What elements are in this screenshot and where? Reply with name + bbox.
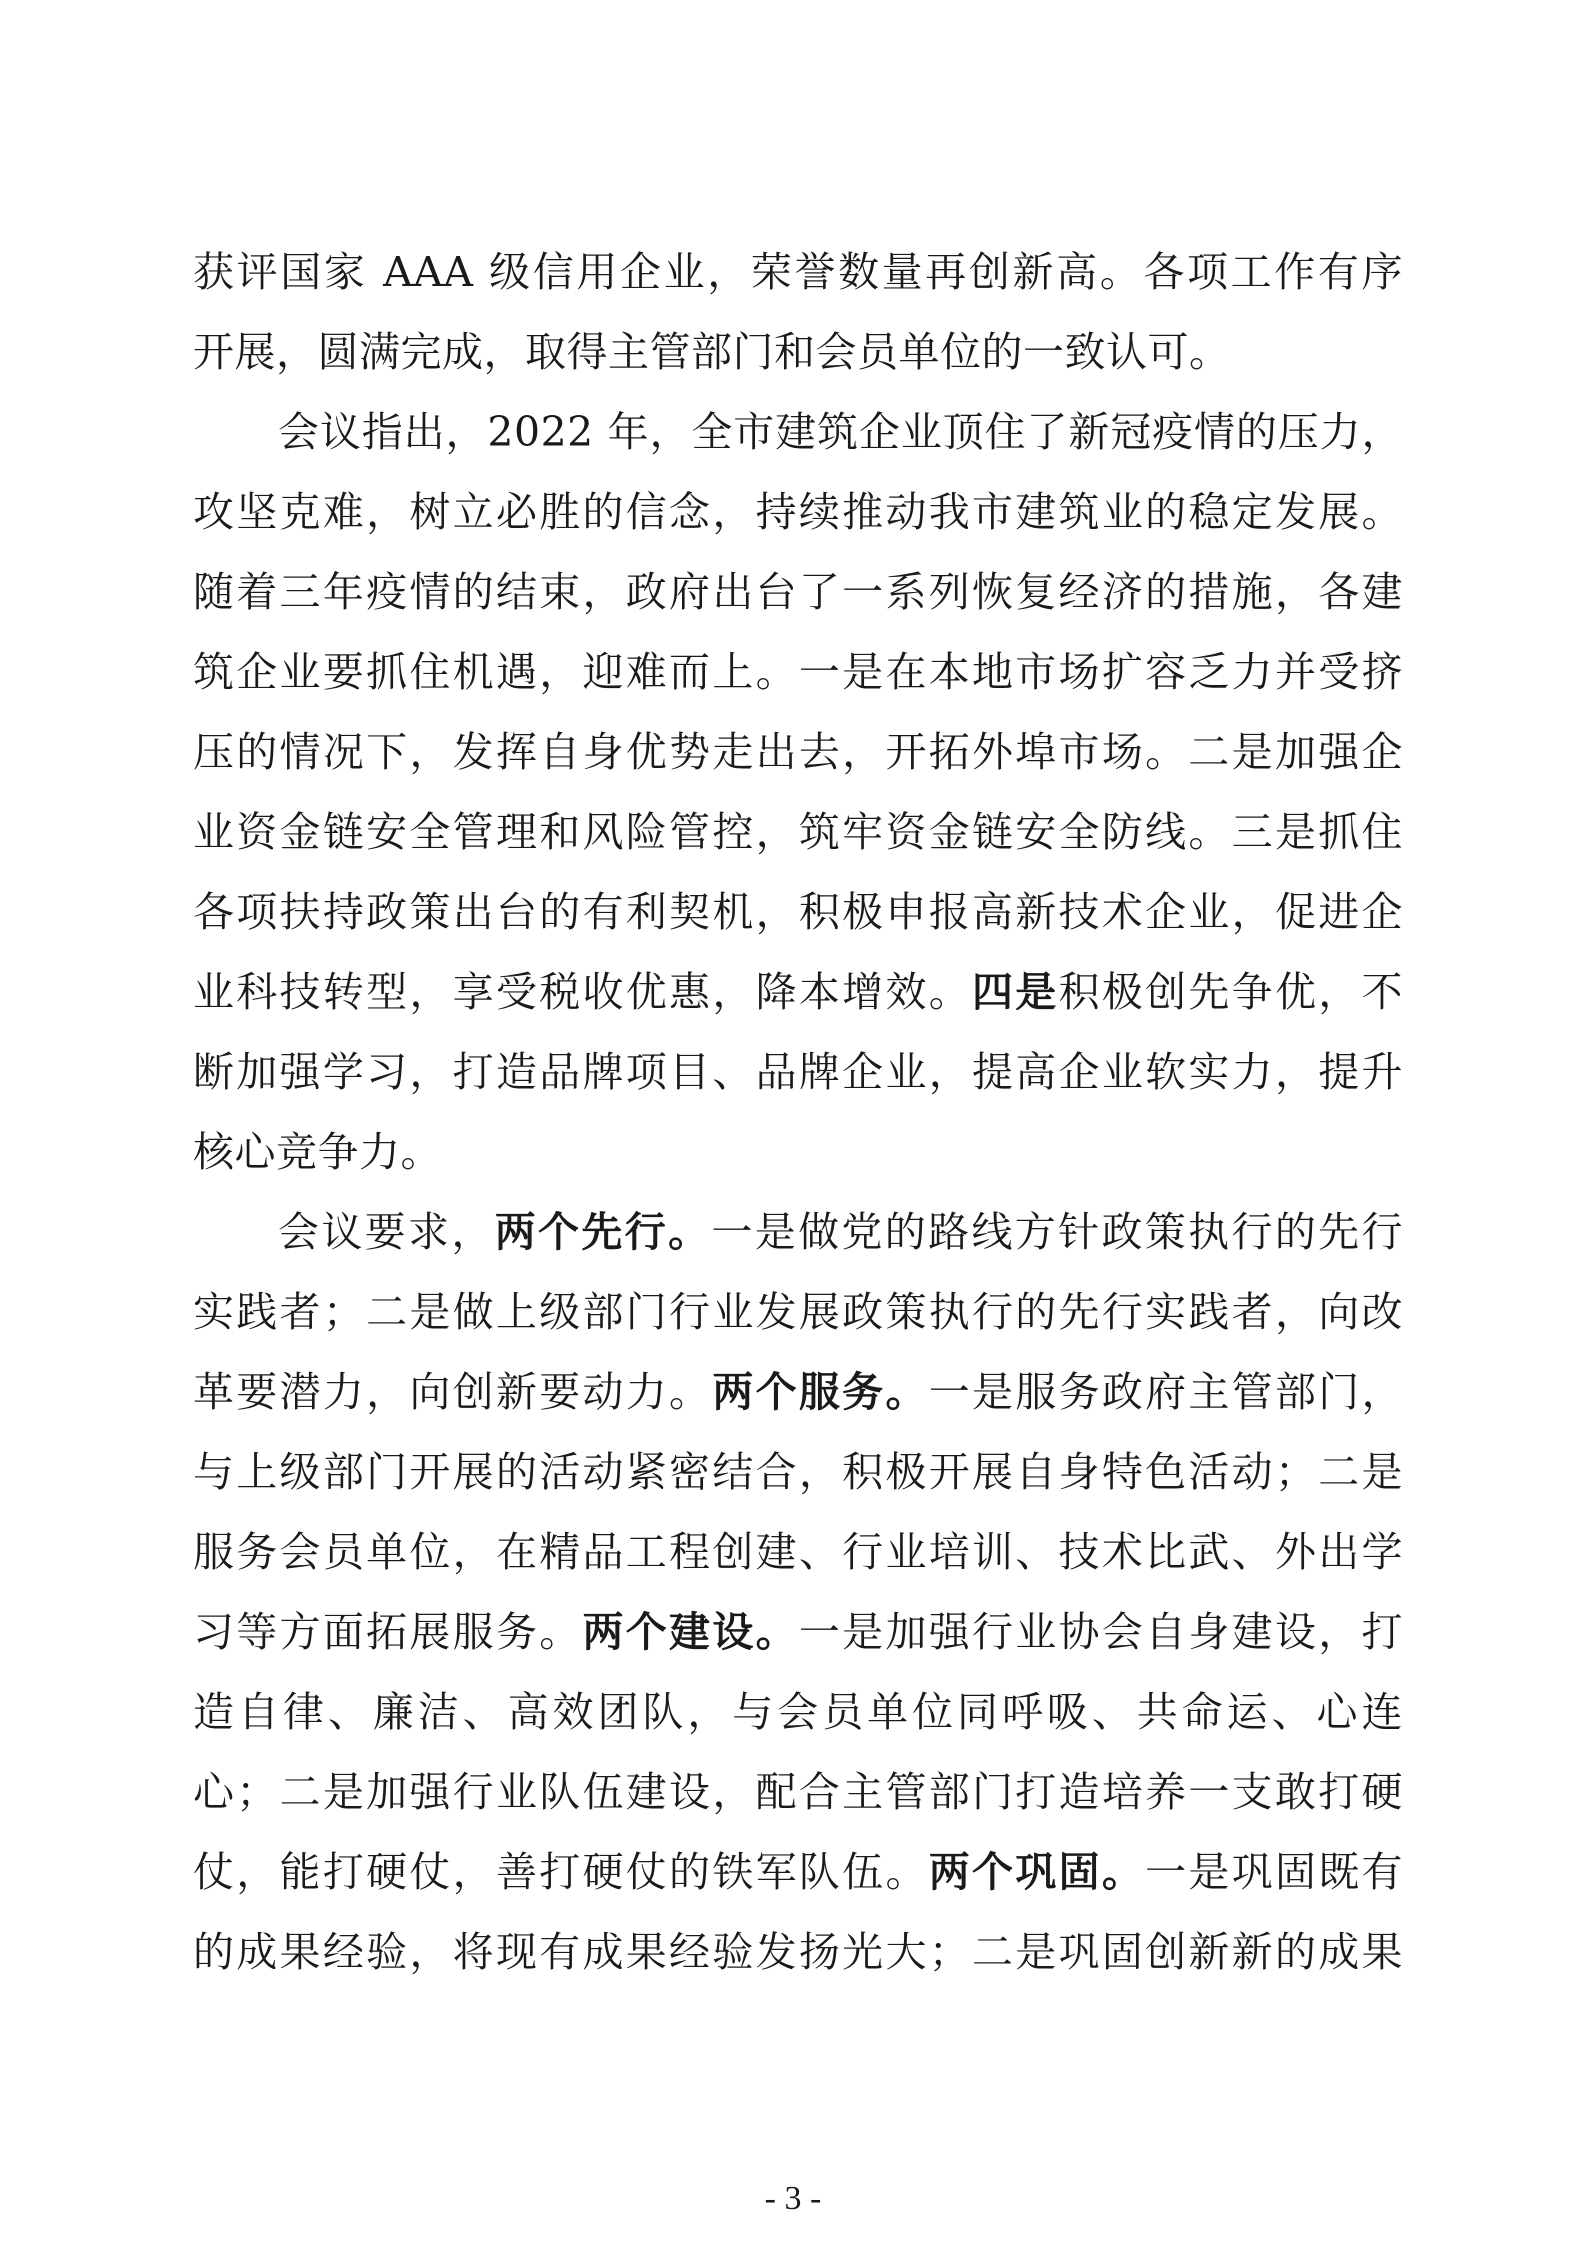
text-line: 断加强学习，打造品牌项目、品牌企业，提高企业软实力，提升 xyxy=(193,1048,1403,1096)
text-line: 心；二是加强行业队伍建设，配合主管部门打造培养一支敢打硬 xyxy=(193,1768,1403,1816)
bold-text: 两个服务。 xyxy=(712,1368,929,1416)
page-number: - 3 - xyxy=(764,2180,822,2217)
text-segment: 仗，能打硬仗，善打硬仗的铁军队伍。 xyxy=(193,1848,929,1896)
text-segment: 一是加强行业协会自身建设，打 xyxy=(798,1608,1404,1656)
bold-text: 两个先行。 xyxy=(494,1208,712,1256)
text-line: 实践者；二是做上级部门行业发展政策执行的先行实践者，向改 xyxy=(193,1288,1403,1336)
text-line xyxy=(193,962,1403,1022)
text-line xyxy=(193,1602,1403,1662)
text-line: 服务会员单位，在精品工程创建、行业培训、技术比武、外出学 xyxy=(193,1528,1403,1576)
text-line: 与上级部门开展的活动紧密结合，积极开展自身特色活动；二是 xyxy=(193,1448,1403,1496)
text-line: 造自律、廉洁、高效团队，与会员单位同呼吸、共命运、心连 xyxy=(193,1688,1403,1736)
bold-text: 两个巩固。 xyxy=(928,1848,1146,1896)
bold-text: 四是 xyxy=(972,968,1059,1016)
text-line: 各项扶持政策出台的有利契机，积极申报高新技术企业，促进企 xyxy=(193,888,1403,936)
text-line: 核心竞争力。 xyxy=(193,1128,442,1176)
text-line: 攻坚克难，树立必胜的信念，持续推动我市建筑业的稳定发展。 xyxy=(193,488,1403,536)
text-segment: 革要潜力，向创新要动力。 xyxy=(193,1368,713,1416)
text-segment: 一是做党的路线方针政策执行的先行 xyxy=(711,1208,1404,1256)
text-line: 业资金链安全管理和风险管控，筑牢资金链安全防线。三是抓住 xyxy=(193,808,1403,856)
text-line xyxy=(193,1362,1403,1422)
text-segment: 一是巩固既有 xyxy=(1145,1848,1404,1896)
text-segment: 习等方面拓展服务。 xyxy=(193,1608,583,1656)
text-segment: 会议要求， xyxy=(278,1208,495,1256)
text-line xyxy=(193,1842,1403,1902)
text-segment: 一是服务政府主管部门， xyxy=(928,1368,1404,1416)
text-line: 开展，圆满完成，取得主管部门和会员单位的一致认可。 xyxy=(193,328,1231,376)
text-segment: 积极创先争优，不 xyxy=(1058,968,1404,1016)
bold-text: 两个建设。 xyxy=(582,1608,799,1656)
text-line: 获评国家 AAA 级信用企业，荣誉数量再创新高。各项工作有序 xyxy=(193,248,1403,296)
text-line: 会议指出，2022 年，全市建筑企业顶住了新冠疫情的压力， xyxy=(278,408,1403,456)
text-line xyxy=(278,1202,1403,1262)
text-segment: 业科技转型，享受税收优惠，降本增效。 xyxy=(193,968,972,1016)
text-line: 压的情况下，发挥自身优势走出去，开拓外埠市场。二是加强企 xyxy=(193,728,1403,776)
text-line: 筑企业要抓住机遇，迎难而上。一是在本地市场扩容乏力并受挤 xyxy=(193,648,1403,696)
text-line: 随着三年疫情的结束，政府出台了一系列恢复经济的措施，各建 xyxy=(193,568,1403,616)
text-line: 的成果经验，将现有成果经验发扬光大；二是巩固创新新的成果 xyxy=(193,1928,1403,1976)
